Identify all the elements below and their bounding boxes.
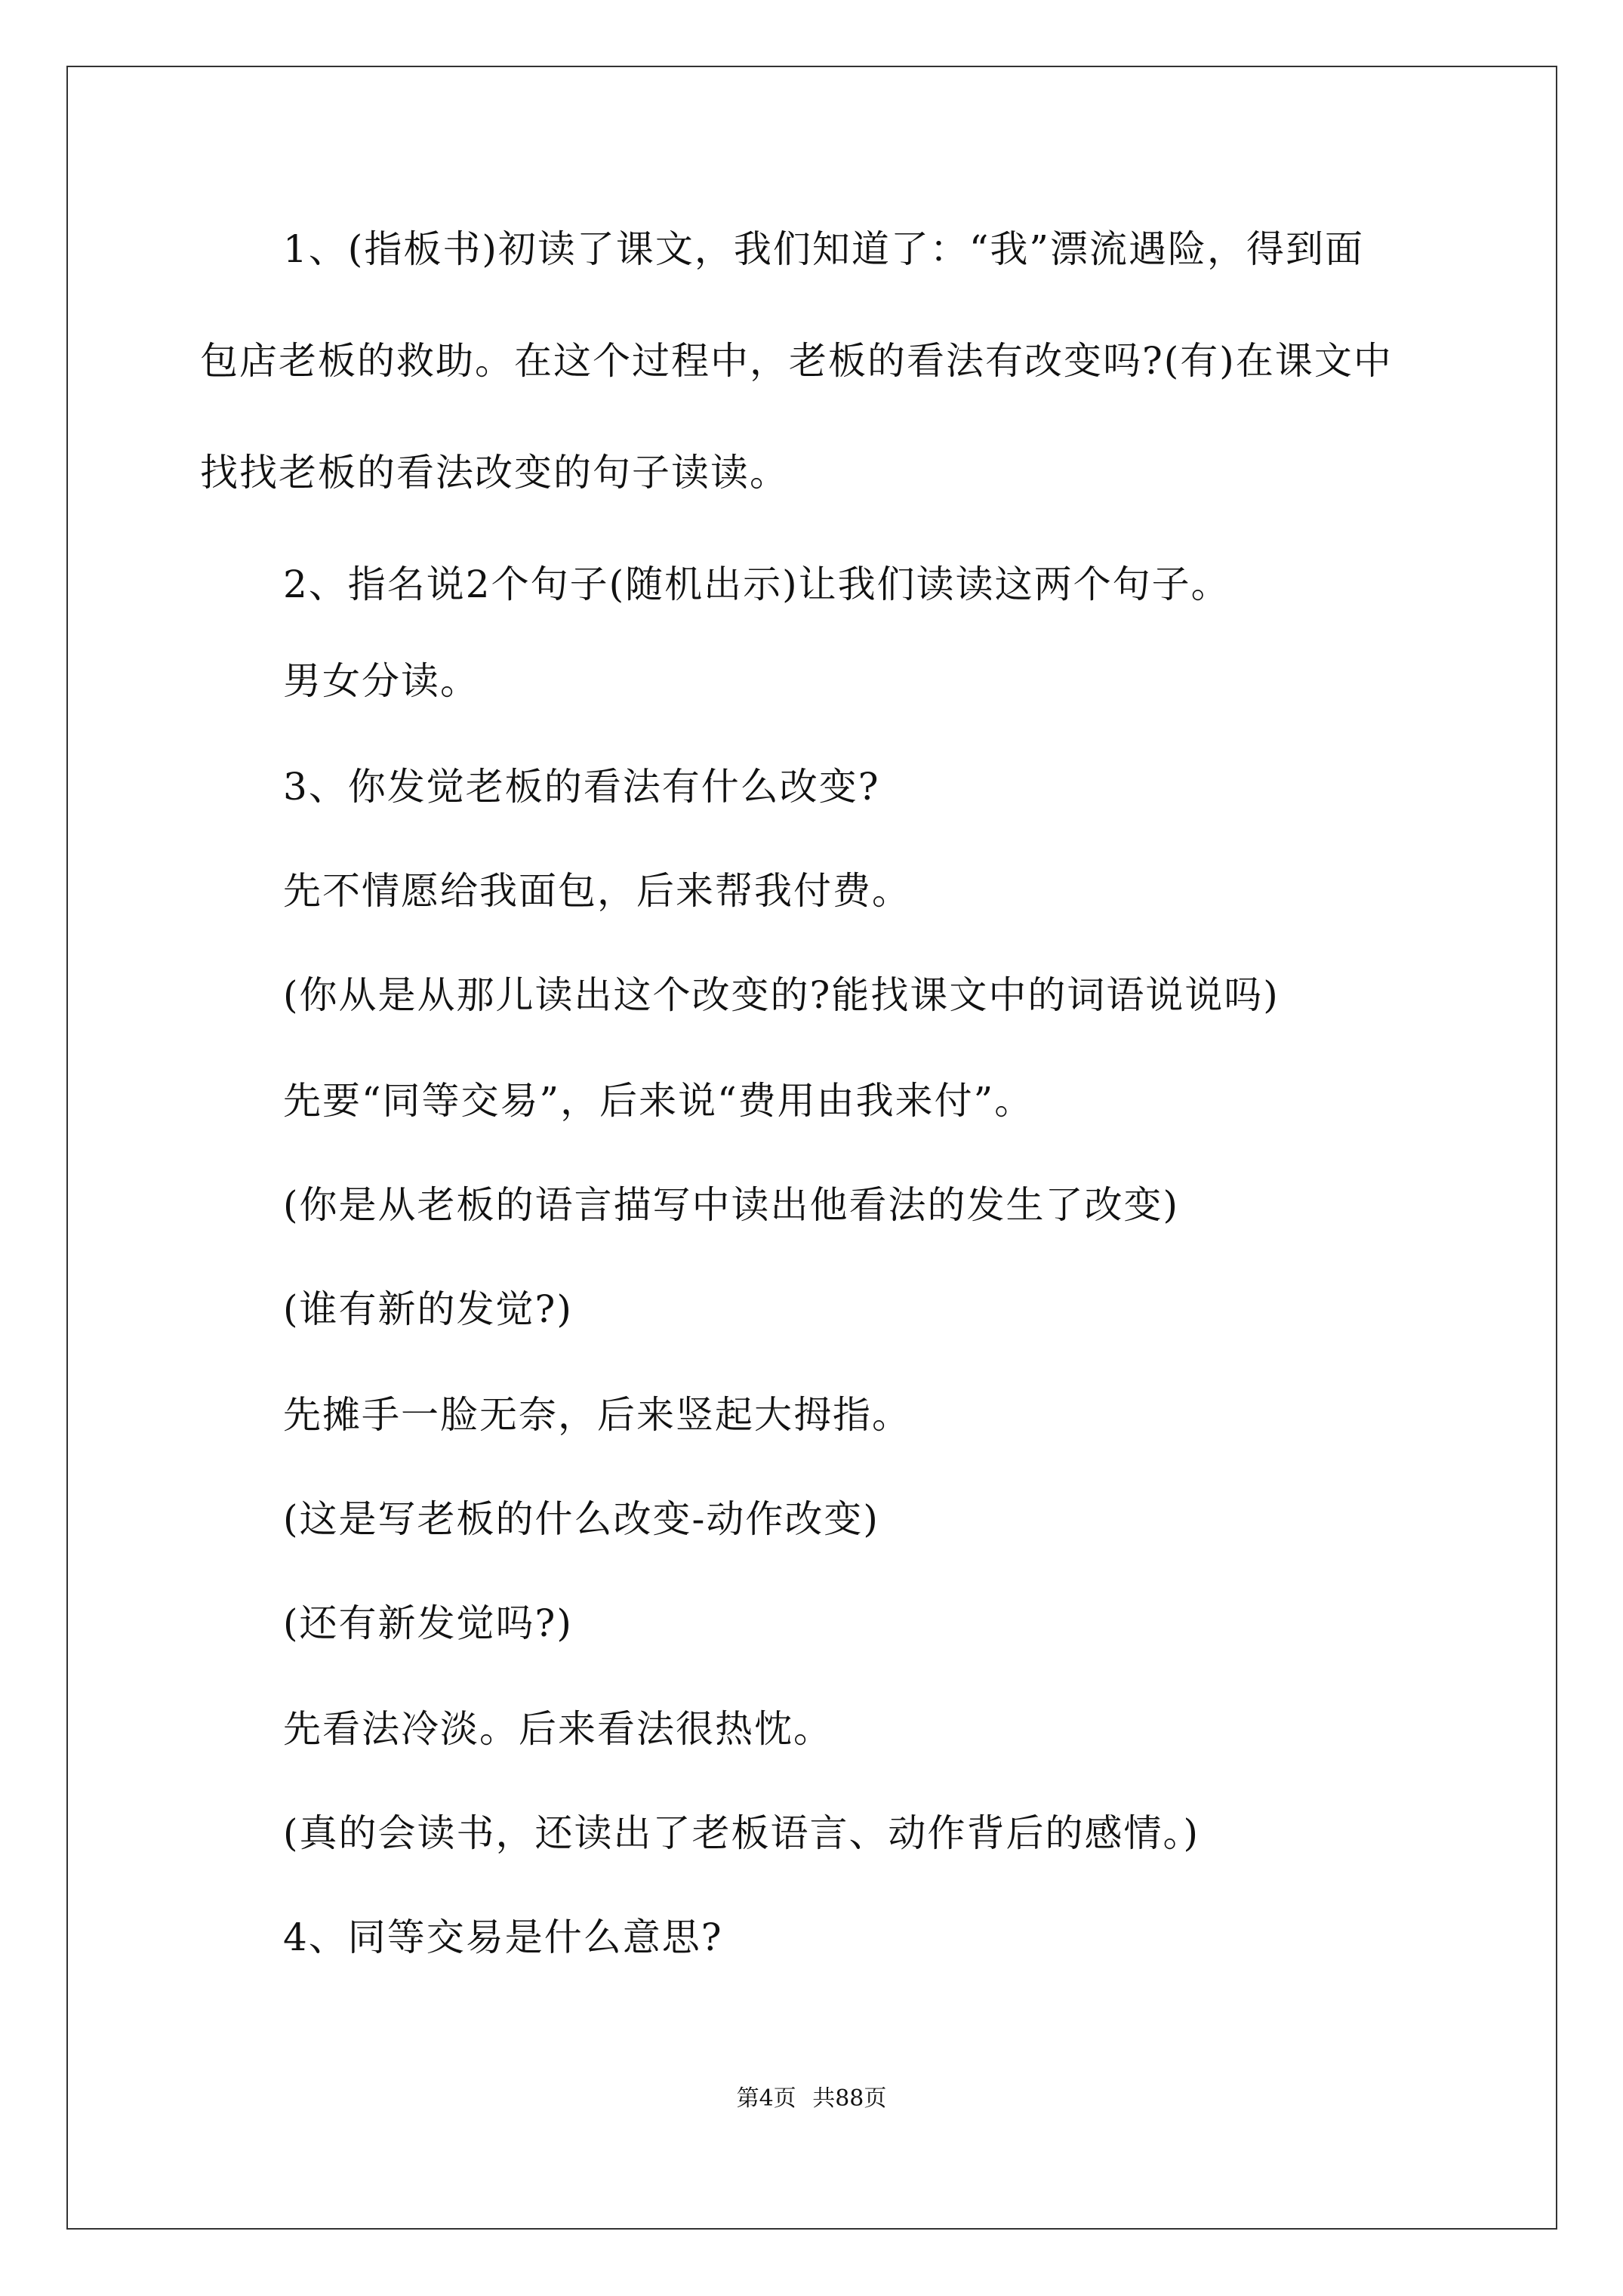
paragraph-line: 先摊手一脸无奈，后来竖起大拇指。: [283, 1393, 911, 1437]
paragraph-line: 2、指名说2个句子(随机出示)让我们读读这两个句子。: [283, 562, 1230, 606]
page-footer: [0, 2084, 1623, 2114]
paragraph-line: 4、同等交易是什么意思?: [283, 1915, 723, 1959]
page-number: 第4页: [736, 2085, 796, 2112]
paragraph-line: 3、你发觉老板的看法有什么改变?: [283, 765, 880, 809]
paragraph-line: 先要“同等交易”，后来说“费用由我来付”。: [283, 1079, 1034, 1123]
page-total: 共88页: [812, 2085, 887, 2112]
paragraph-line: 1、(指板书)初读了课文，我们知道了：“我”漂流遇险，得到面: [283, 227, 1364, 271]
paragraph-line: 先不情愿给我面包，后来帮我付费。: [283, 869, 911, 913]
paragraph-line: 包店老板的救助。在这个过程中，老板的看法有改变吗?(有)在课文中: [200, 339, 1393, 383]
paragraph-line: 先看法冷淡。后来看法很热忱。: [283, 1707, 833, 1751]
paragraph-line: 找找老板的看法改变的句子读读。: [200, 451, 789, 495]
paragraph-line: (这是写老板的什么改变-动作改变): [283, 1497, 879, 1541]
paragraph-line: (真的会读书，还读出了老板语言、动作背后的感情。): [283, 1811, 1200, 1855]
paragraph-line: 男女分读。: [283, 659, 479, 703]
paragraph-line: (还有新发觉吗?): [283, 1601, 573, 1645]
paragraph-line: (你从是从那儿读出这个改变的?能找课文中的词语说说吗): [283, 973, 1280, 1017]
paragraph-line: (你是从老板的语言描写中读出他看法的发生了改变): [283, 1183, 1180, 1227]
paragraph-line: (谁有新的发觉?): [283, 1287, 573, 1331]
